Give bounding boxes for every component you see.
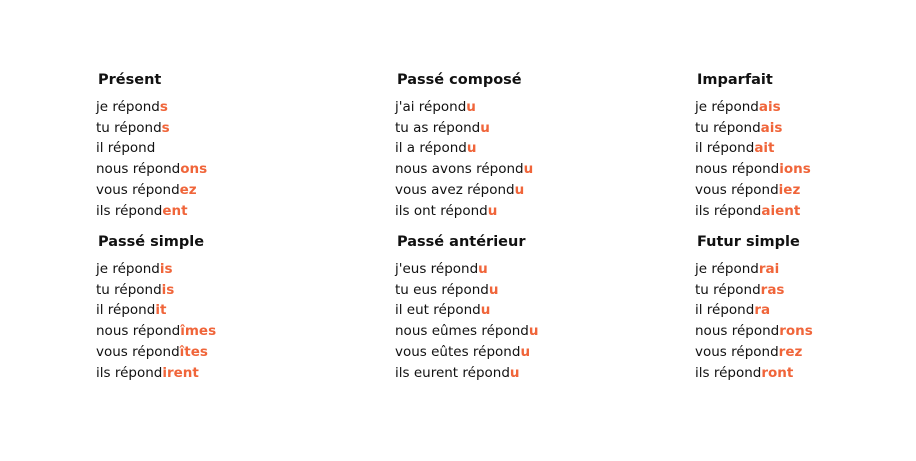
conjugation-row	[395, 259, 655, 280]
conjugation-row	[395, 201, 655, 222]
conjugation-ending: u	[480, 119, 490, 136]
conjugation-row	[695, 259, 910, 280]
conjugation-stem: tu répond	[695, 119, 761, 136]
conjugation-stem: je répond	[96, 261, 160, 277]
conjugation-stem: nous eûmes répond	[395, 323, 529, 340]
conjugation-row	[695, 342, 910, 363]
conjugation-stem: nous répond	[695, 161, 780, 178]
conjugation-row	[695, 280, 910, 301]
conjugation-ending: iez	[778, 181, 801, 198]
conjugation-ending: rez	[778, 343, 803, 360]
conjugation-stem: ils répond	[96, 364, 163, 381]
conjugation-stem: nous répond	[96, 161, 181, 178]
conjugation-ending: u	[488, 281, 499, 298]
conjugation-ending: ent	[162, 202, 188, 219]
conjugation-ending: u	[523, 161, 534, 178]
conjugation-row	[395, 342, 655, 363]
conjugation-stem: nous répond	[96, 323, 181, 340]
conjugation-stem: j'eus répond	[395, 261, 479, 277]
conjugation-row	[695, 159, 910, 180]
conjugation-row	[395, 180, 655, 201]
conjugation-row	[96, 159, 356, 180]
conjugation-ending: u	[520, 343, 531, 360]
tense-block-passe-simple	[96, 233, 356, 383]
conjugation-row	[96, 138, 356, 159]
conjugation-row	[695, 138, 910, 159]
conjugation-ending: u	[528, 323, 539, 340]
conjugation-ending: ais	[758, 99, 781, 115]
conjugation-row	[695, 363, 910, 384]
conjugation-ending: it	[155, 302, 167, 319]
conjugation-row	[96, 118, 356, 139]
conjugation-stem: j'ai répond	[395, 99, 467, 115]
conjugation-row	[96, 363, 356, 384]
conjugation-ending: is	[161, 281, 175, 298]
conjugation-row	[395, 300, 655, 321]
conjugation-ending: irent	[162, 364, 199, 381]
conjugation-row	[96, 300, 356, 321]
conjugation-row	[96, 280, 356, 301]
conjugation-row	[96, 180, 356, 201]
conjugation-stem: il répond	[96, 140, 156, 157]
conjugation-ending: s	[159, 99, 168, 115]
conjugation-row	[96, 259, 356, 280]
conjugation-row	[395, 363, 655, 384]
conjugation-stem: nous avons répond	[395, 161, 524, 178]
conjugation-ending: u	[478, 261, 488, 277]
conjugation-ending: ons	[180, 161, 208, 178]
conjugation-ending: ait	[754, 140, 775, 157]
conjugation-ending: rai	[758, 261, 780, 277]
conjugation-ending: s	[161, 119, 170, 136]
conjugation-ending: u	[487, 202, 498, 219]
conjugation-row	[395, 118, 655, 139]
tense-block-passe-compose	[395, 71, 655, 221]
conjugation-row	[395, 159, 655, 180]
conjugation-ending: aient	[761, 202, 801, 219]
conjugation-row	[96, 342, 356, 363]
conjugation-ending: is	[159, 261, 173, 277]
conjugation-stem: il répond	[695, 140, 755, 157]
conjugation-row	[96, 321, 356, 342]
conjugation-ending: ra	[754, 302, 771, 319]
conjugation-row	[395, 97, 655, 118]
conjugation-stem: vous eûtes répond	[395, 343, 521, 360]
conjugation-row	[96, 201, 356, 222]
conjugation-stem: vous répond	[695, 343, 779, 360]
conjugation-stem: nous répond	[695, 323, 780, 340]
conjugation-stem: vous répond	[96, 343, 180, 360]
tense-block-futur-simple	[695, 233, 910, 383]
conjugation-stem: il répond	[96, 302, 156, 319]
conjugation-row	[695, 97, 910, 118]
conjugation-stem: tu répond	[96, 281, 162, 298]
conjugation-ending: ais	[760, 119, 783, 136]
conjugation-stem: tu eus répond	[395, 281, 489, 298]
conjugation-stem: ils répond	[695, 202, 762, 219]
conjugation-ending: îmes	[180, 323, 217, 340]
conjugation-stem: vous répond	[96, 181, 180, 198]
tense-block-present	[96, 71, 356, 221]
tense-title: Futur simple	[697, 234, 800, 250]
conjugation-ending: u	[509, 364, 520, 381]
conjugation-stem: ils eurent répond	[395, 364, 510, 381]
conjugation-stem: tu répond	[96, 119, 162, 136]
conjugation-ending: îtes	[179, 343, 208, 360]
tense-title: Passé antérieur	[397, 234, 526, 250]
tense-block-passe-anterieur	[395, 233, 655, 383]
conjugation-stem: vous répond	[695, 181, 779, 198]
tense-title: Passé composé	[397, 72, 522, 88]
conjugation-stem: je répond	[695, 261, 759, 277]
conjugation-stem: vous avez répond	[395, 181, 515, 198]
tense-title: Présent	[98, 72, 162, 88]
conjugation-row	[695, 201, 910, 222]
conjugation-row	[395, 321, 655, 342]
tense-title: Imparfait	[697, 72, 773, 88]
conjugation-stem: ils ont répond	[395, 202, 488, 219]
conjugation-ending: rons	[779, 323, 813, 340]
conjugation-row	[395, 138, 655, 159]
conjugation-stem: je répond	[695, 99, 759, 115]
conjugation-row	[695, 118, 910, 139]
conjugation-stem: tu as répond	[395, 119, 481, 136]
conjugation-stem: je répond	[96, 99, 160, 115]
tense-title: Passé simple	[98, 234, 205, 250]
conjugation-ending: u	[480, 302, 491, 319]
conjugation-row	[695, 321, 910, 342]
conjugation-row	[695, 300, 910, 321]
conjugation-ending: ras	[760, 281, 785, 298]
conjugation-ending: ront	[761, 364, 794, 381]
conjugation-row	[395, 280, 655, 301]
conjugation-ending: ions	[779, 161, 811, 178]
conjugation-stem: ils répond	[695, 364, 762, 381]
conjugation-row	[96, 97, 356, 118]
conjugation-stem: il eut répond	[395, 302, 481, 319]
conjugation-stem: tu répond	[695, 281, 761, 298]
conjugation-ending: u	[466, 99, 476, 115]
tense-block-imparfait	[695, 71, 910, 221]
conjugation-stem: il a répond	[395, 140, 467, 157]
conjugation-ending: u	[466, 140, 477, 157]
conjugation-ending: ez	[179, 181, 197, 198]
conjugation-stem: ils répond	[96, 202, 163, 219]
conjugation-ending: u	[514, 181, 525, 198]
conjugation-row	[695, 180, 910, 201]
conjugation-stem: il répond	[695, 302, 755, 319]
